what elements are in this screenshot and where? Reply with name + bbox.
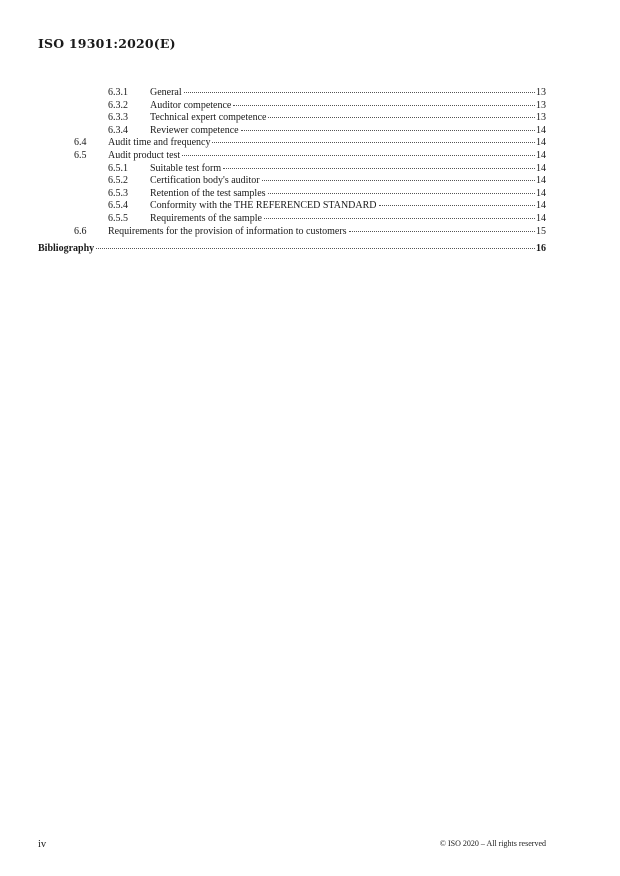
dot-leader xyxy=(223,167,535,169)
dot-leader xyxy=(379,204,535,206)
toc-entry[interactable] xyxy=(38,163,546,176)
toc-entry-title: General xyxy=(150,87,182,98)
dot-leader xyxy=(241,129,535,131)
toc-entry-title: Bibliography xyxy=(38,243,95,255)
toc-entry[interactable] xyxy=(38,87,546,100)
toc-entry[interactable] xyxy=(38,112,546,125)
dot-leader xyxy=(262,179,535,181)
dot-leader xyxy=(268,192,535,194)
table-of-contents xyxy=(38,87,546,256)
dot-leader xyxy=(268,116,535,118)
toc-entry-page: 14 xyxy=(536,200,546,212)
toc-entry-title: Certification body's auditor xyxy=(150,175,260,187)
toc-entry-title: Requirements for the provision of information to customers xyxy=(108,225,347,237)
document-id-header: ISO 19301:2020(E) xyxy=(38,36,176,51)
copyright-notice: © ISO 2020 – All rights reserved xyxy=(439,839,546,848)
toc-entry-title: Auditor competence xyxy=(150,99,232,111)
toc-entry-title: Reviewer competence xyxy=(150,124,239,136)
toc-entry-page: 13 xyxy=(536,112,546,124)
toc-entry-number: 6.4 xyxy=(74,137,87,149)
toc-entry[interactable] xyxy=(38,150,546,163)
toc-entry-page: 15 xyxy=(536,225,546,237)
toc-entry[interactable] xyxy=(38,213,546,226)
toc-entry[interactable] xyxy=(38,175,546,188)
page-number: iv xyxy=(38,839,47,850)
toc-entry-page: 14 xyxy=(536,175,546,187)
toc-entry-title: Requirements of the sample xyxy=(150,212,262,224)
toc-entry-page: 14 xyxy=(536,212,546,224)
toc-entry-page: 14 xyxy=(536,124,546,136)
toc-entry[interactable] xyxy=(38,188,546,201)
toc-entry-page: 13 xyxy=(536,99,546,111)
toc-entry[interactable] xyxy=(38,200,546,213)
toc-entry[interactable] xyxy=(38,125,546,138)
toc-entry-page: 14 xyxy=(536,149,546,161)
toc-entry-number: 6.5.1 xyxy=(108,162,128,174)
dot-leader xyxy=(182,154,535,156)
toc-entry-title: Audit time and frequency xyxy=(108,137,211,149)
dot-leader xyxy=(264,217,535,219)
toc-entry[interactable] xyxy=(38,100,546,113)
toc-entry-page: 16 xyxy=(536,243,546,255)
toc-entry-title: Retention of the test samples xyxy=(150,187,266,199)
toc-entry-number: 6.5.4 xyxy=(108,200,128,212)
toc-entry-title: Conformity with the THE REFERENCED STANDARD xyxy=(150,200,377,212)
dot-leader xyxy=(96,247,535,249)
dot-leader xyxy=(349,230,535,232)
toc-entry-page: 14 xyxy=(536,137,546,149)
toc-entry-number: 6.5.3 xyxy=(108,187,128,199)
toc-entry[interactable] xyxy=(38,226,546,239)
toc-entry-title: Suitable test form xyxy=(150,162,222,174)
toc-entry-number: 6.3.1 xyxy=(108,87,128,98)
toc-entry-number: 6.3.4 xyxy=(108,124,128,136)
dot-leader xyxy=(233,104,535,106)
toc-entry-title: Technical expert competence xyxy=(150,112,267,124)
toc-entry-number: 6.6 xyxy=(74,225,87,237)
toc-entry-number: 6.3.2 xyxy=(108,99,128,111)
toc-entry-page: 13 xyxy=(536,87,546,98)
toc-entry-bibliography[interactable] xyxy=(38,243,546,256)
toc-entry[interactable] xyxy=(38,137,546,150)
toc-entry-number: 6.5 xyxy=(74,149,87,161)
toc-entry-title: Audit product test xyxy=(108,149,181,161)
toc-entry-page: 14 xyxy=(536,162,546,174)
toc-entry-number: 6.5.2 xyxy=(108,175,128,187)
toc-entry-page: 14 xyxy=(536,187,546,199)
dot-leader xyxy=(212,141,535,143)
toc-entry-number: 6.5.5 xyxy=(108,212,128,224)
dot-leader xyxy=(184,91,535,93)
toc-entry-number: 6.3.3 xyxy=(108,112,128,124)
